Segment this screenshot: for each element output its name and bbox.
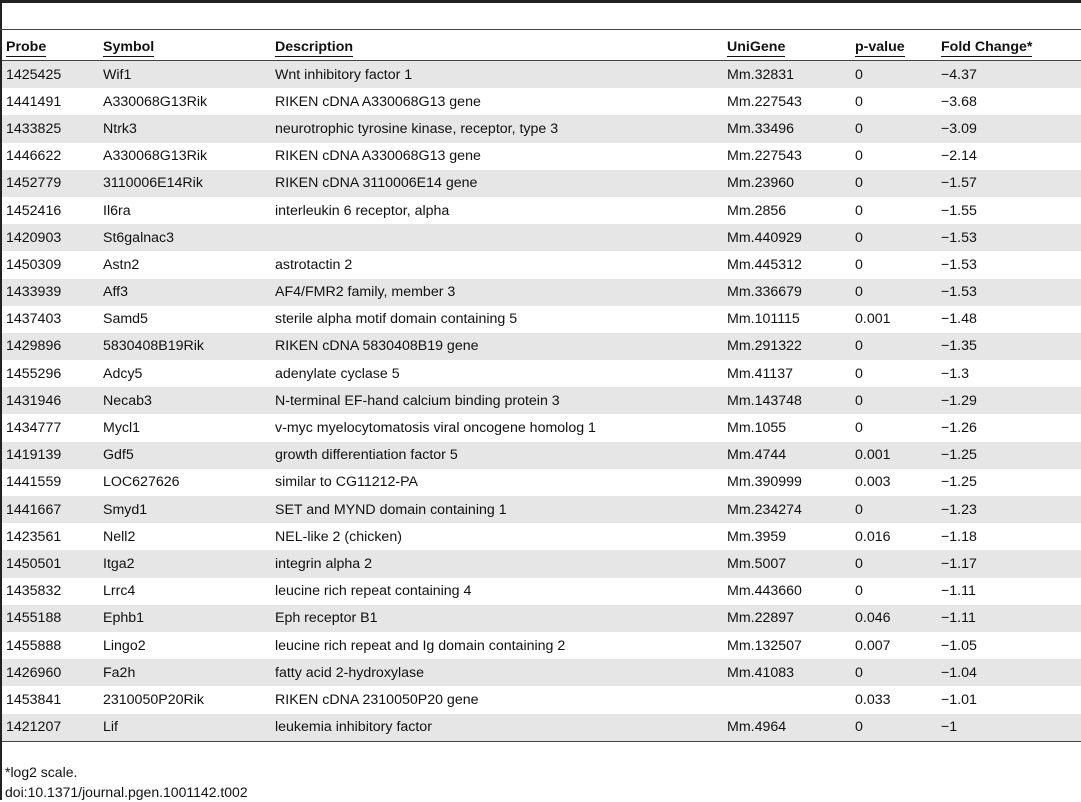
unigene-cell: Mm.445312 [727, 256, 802, 273]
unigene-cell: Mm.227543 [727, 93, 802, 110]
fold-change-cell: −1.53 [936, 224, 1081, 251]
symbol-cell: Samd5 [103, 311, 148, 328]
fold-change-cell: −1.53 [941, 256, 977, 273]
unigene-cell: Mm.5007 [722, 550, 850, 577]
table-row [2, 88, 1081, 115]
table-row [2, 143, 1081, 170]
unigene-cell: Mm.32831 [722, 61, 850, 89]
probe-cell: 1429896 [2, 333, 98, 360]
p-value-cell: 0 [850, 659, 936, 686]
p-value-cell: 0 [850, 115, 936, 142]
p-value-cell: 0 [855, 420, 863, 437]
fold-change-cell: −1.11 [936, 605, 1081, 632]
p-value-cell: 0.001 [855, 311, 891, 328]
description-cell: RIKEN cDNA 2310050P20 gene [275, 691, 479, 708]
fold-change-cell: −1.55 [941, 202, 977, 219]
fold-change-cell: −1.25 [941, 474, 977, 491]
p-value-cell: 0 [850, 333, 936, 360]
symbol-cell: Lrrc4 [103, 583, 136, 600]
p-value-cell: 0.016 [855, 528, 891, 545]
table-row [2, 306, 1081, 333]
header-probe: Probe [2, 34, 98, 61]
probe-cell: 1455888 [6, 637, 62, 654]
scale-note: *log2 scale. [5, 764, 78, 780]
table-row [2, 414, 1081, 441]
p-value-cell: 0 [855, 148, 863, 165]
table-row [2, 714, 1081, 742]
probe-cell: 1431946 [2, 387, 98, 414]
description-cell: fatty acid 2-hydroxylase [270, 659, 722, 686]
fold-change-cell: −1.48 [941, 311, 977, 328]
table-row [2, 578, 1081, 605]
probe-cell: 1446622 [6, 148, 62, 165]
table-row [2, 360, 1081, 387]
p-value-cell: 0 [850, 279, 936, 306]
probe-cell: 1453841 [6, 691, 62, 708]
description-cell: NEL-like 2 (chicken) [275, 528, 402, 545]
p-value-cell: 0 [855, 202, 863, 219]
symbol-cell: A330068G13Rik [103, 148, 208, 165]
header-symbol: Symbol [98, 34, 270, 61]
table-row [2, 197, 1081, 224]
description-cell: AF4/FMR2 family, member 3 [270, 279, 722, 306]
probe-cell: 1435832 [6, 583, 62, 600]
p-value-cell: 0 [855, 256, 863, 273]
p-value-cell: 0 [850, 170, 936, 197]
description-cell: astrotactin 2 [275, 256, 353, 273]
symbol-cell: Wif1 [98, 61, 270, 89]
unigene-cell: Mm.22897 [722, 605, 850, 632]
table-row [2, 170, 1081, 197]
description-cell: leukemia inhibitory factor [270, 714, 722, 742]
unigene-cell [722, 686, 850, 713]
table-row [2, 469, 1081, 496]
unigene-cell: Mm.2856 [727, 202, 787, 219]
p-value-cell: 0 [850, 61, 936, 89]
p-value-cell: 0 [855, 93, 863, 110]
table-row [2, 224, 1081, 251]
table-body [2, 61, 1081, 742]
footnote [5, 762, 248, 802]
probe-cell: 1426960 [2, 659, 98, 686]
unigene-cell: Mm.143748 [722, 387, 850, 414]
symbol-cell: Mycl1 [103, 420, 141, 437]
unigene-cell: Mm.41137 [727, 365, 793, 382]
description-cell: v-myc myelocytomatosis viral oncogene homolog 1 [275, 420, 596, 437]
description-cell: RIKEN cDNA A330068G13 gene [275, 93, 481, 110]
symbol-cell: Necab3 [98, 387, 270, 414]
symbol-cell: 3110006E14Rik [98, 170, 270, 197]
unigene-cell: Mm.234274 [722, 496, 850, 523]
unigene-cell: Mm.1055 [727, 420, 787, 437]
fold-change-cell: −1.05 [941, 637, 977, 654]
symbol-cell: Ephb1 [98, 605, 270, 632]
unigene-cell: Mm.390999 [727, 474, 802, 491]
description-cell: adenylate cyclase 5 [275, 365, 400, 382]
fold-change-cell: −1.53 [936, 279, 1081, 306]
symbol-cell: Il6ra [103, 202, 131, 219]
p-value-cell: 0 [850, 496, 936, 523]
probe-cell: 1441491 [6, 93, 62, 110]
symbol-cell: St6galnac3 [98, 224, 270, 251]
gene-table [2, 34, 1081, 742]
description-cell: neurotrophic tyrosine kinase, receptor, type 3 [270, 115, 722, 142]
fold-change-cell: −1.18 [941, 528, 977, 545]
fold-change-cell: −1.57 [936, 170, 1081, 197]
header-unigene: UniGene [722, 34, 850, 61]
symbol-cell: Smyd1 [98, 496, 270, 523]
probe-cell: 1437403 [6, 311, 62, 328]
p-value-cell: 0.003 [855, 474, 891, 491]
fold-change-cell: −4.37 [936, 61, 1081, 89]
probe-cell: 1419139 [2, 442, 98, 469]
symbol-cell: Adcy5 [103, 365, 143, 382]
symbol-cell: LOC627626 [103, 474, 180, 491]
fold-change-cell: −1.29 [936, 387, 1081, 414]
fold-change-cell: −1.23 [936, 496, 1081, 523]
description-cell: integrin alpha 2 [270, 550, 722, 577]
symbol-cell: Aff3 [98, 279, 270, 306]
probe-cell: 1420903 [2, 224, 98, 251]
table-row [2, 442, 1081, 469]
fold-change-cell: −1.01 [941, 691, 977, 708]
table-row [2, 523, 1081, 550]
table-row [2, 251, 1081, 278]
table-row [2, 61, 1081, 89]
table-row [2, 686, 1081, 713]
description-cell [270, 224, 722, 251]
probe-cell: 1441667 [2, 496, 98, 523]
fold-change-cell: −1 [936, 714, 1081, 742]
description-cell: leucine rich repeat and Ig domain containing 2 [275, 637, 566, 654]
header-top-rule [0, 29, 1081, 30]
p-value-cell: 0 [855, 583, 863, 600]
probe-cell: 1452416 [6, 202, 62, 219]
probe-cell: 1434777 [6, 420, 62, 437]
symbol-cell: Fa2h [98, 659, 270, 686]
p-value-cell: 0 [855, 365, 863, 382]
doi-text: doi:10.1371/journal.pgen.1001142.t002 [5, 784, 248, 800]
table-header-row [2, 34, 1081, 61]
symbol-cell: Itga2 [98, 550, 270, 577]
table-row [2, 550, 1081, 577]
unigene-cell: Mm.4744 [722, 442, 850, 469]
probe-cell: 1452779 [2, 170, 98, 197]
p-value-cell: 0.033 [855, 691, 891, 708]
p-value-cell: 0.001 [850, 442, 936, 469]
p-value-cell: 0.007 [855, 637, 891, 654]
fold-change-cell: −1.17 [936, 550, 1081, 577]
unigene-cell: Mm.41083 [722, 659, 850, 686]
fold-change-cell: −1.04 [936, 659, 1081, 686]
symbol-cell: 2310050P20Rik [103, 691, 204, 708]
fold-change-cell: −3.09 [936, 115, 1081, 142]
table-row [2, 279, 1081, 306]
probe-cell: 1433825 [2, 115, 98, 142]
top-rule [0, 0, 1081, 3]
probe-cell: 1455296 [6, 365, 62, 382]
description-cell: sterile alpha motif domain containing 5 [275, 311, 518, 328]
p-value-cell: 0 [850, 387, 936, 414]
table-row [2, 605, 1081, 632]
table-row [2, 632, 1081, 659]
symbol-cell: Astn2 [103, 256, 140, 273]
description-cell: Eph receptor B1 [270, 605, 722, 632]
fold-change-cell: −2.14 [941, 148, 977, 165]
description-cell: SET and MYND domain containing 1 [270, 496, 722, 523]
header-fold-change: Fold Change* [936, 34, 1081, 61]
table-row [2, 115, 1081, 142]
symbol-cell: Lif [98, 714, 270, 742]
description-cell: RIKEN cDNA 5830408B19 gene [270, 333, 722, 360]
table-row [2, 496, 1081, 523]
fold-change-cell: −1.3 [941, 365, 970, 382]
p-value-cell: 0 [850, 224, 936, 251]
description-cell: similar to CG11212-PA [275, 474, 418, 491]
description-cell: RIKEN cDNA 3110006E14 gene [270, 170, 722, 197]
header-p-value: p-value [850, 34, 936, 61]
probe-cell: 1450501 [2, 550, 98, 577]
unigene-cell: Mm.443660 [727, 583, 802, 600]
description-cell: interleukin 6 receptor, alpha [275, 202, 450, 219]
description-cell: RIKEN cDNA A330068G13 gene [275, 148, 481, 165]
probe-cell: 1421207 [2, 714, 98, 742]
header-description: Description [270, 34, 722, 61]
probe-cell: 1425425 [2, 61, 98, 89]
fold-change-cell: −1.26 [941, 420, 977, 437]
fold-change-cell: −3.68 [941, 93, 977, 110]
fold-change-cell: −1.35 [936, 333, 1081, 360]
probe-cell: 1423561 [6, 528, 62, 545]
unigene-cell: Mm.3959 [727, 528, 787, 545]
unigene-cell: Mm.33496 [722, 115, 850, 142]
unigene-cell: Mm.4964 [722, 714, 850, 742]
fold-change-cell: −1.25 [936, 442, 1081, 469]
table-row [2, 659, 1081, 686]
probe-cell: 1433939 [2, 279, 98, 306]
table-row [2, 387, 1081, 414]
description-cell: Wnt inhibitory factor 1 [270, 61, 722, 89]
fold-change-cell: −1.11 [941, 583, 976, 600]
p-value-cell: 0.046 [850, 605, 936, 632]
symbol-cell: A330068G13Rik [103, 93, 208, 110]
symbol-cell: 5830408B19Rik [98, 333, 270, 360]
description-cell: leucine rich repeat containing 4 [275, 583, 472, 600]
probe-cell: 1450309 [6, 256, 62, 273]
unigene-cell: Mm.132507 [727, 637, 802, 654]
unigene-cell: Mm.101115 [727, 311, 800, 328]
probe-cell: 1455188 [2, 605, 98, 632]
symbol-cell: Gdf5 [98, 442, 270, 469]
unigene-cell: Mm.291322 [722, 333, 850, 360]
symbol-cell: Lingo2 [103, 637, 146, 654]
p-value-cell: 0 [850, 714, 936, 742]
description-cell: growth differentiation factor 5 [270, 442, 722, 469]
unigene-cell: Mm.23960 [722, 170, 850, 197]
probe-cell: 1441559 [6, 474, 62, 491]
unigene-cell: Mm.336679 [722, 279, 850, 306]
p-value-cell: 0 [850, 550, 936, 577]
symbol-cell: Nell2 [103, 528, 136, 545]
table-row [2, 333, 1081, 360]
unigene-cell: Mm.227543 [727, 148, 802, 165]
description-cell: N-terminal EF-hand calcium binding protein 3 [270, 387, 722, 414]
symbol-cell: Ntrk3 [98, 115, 270, 142]
unigene-cell: Mm.440929 [722, 224, 850, 251]
